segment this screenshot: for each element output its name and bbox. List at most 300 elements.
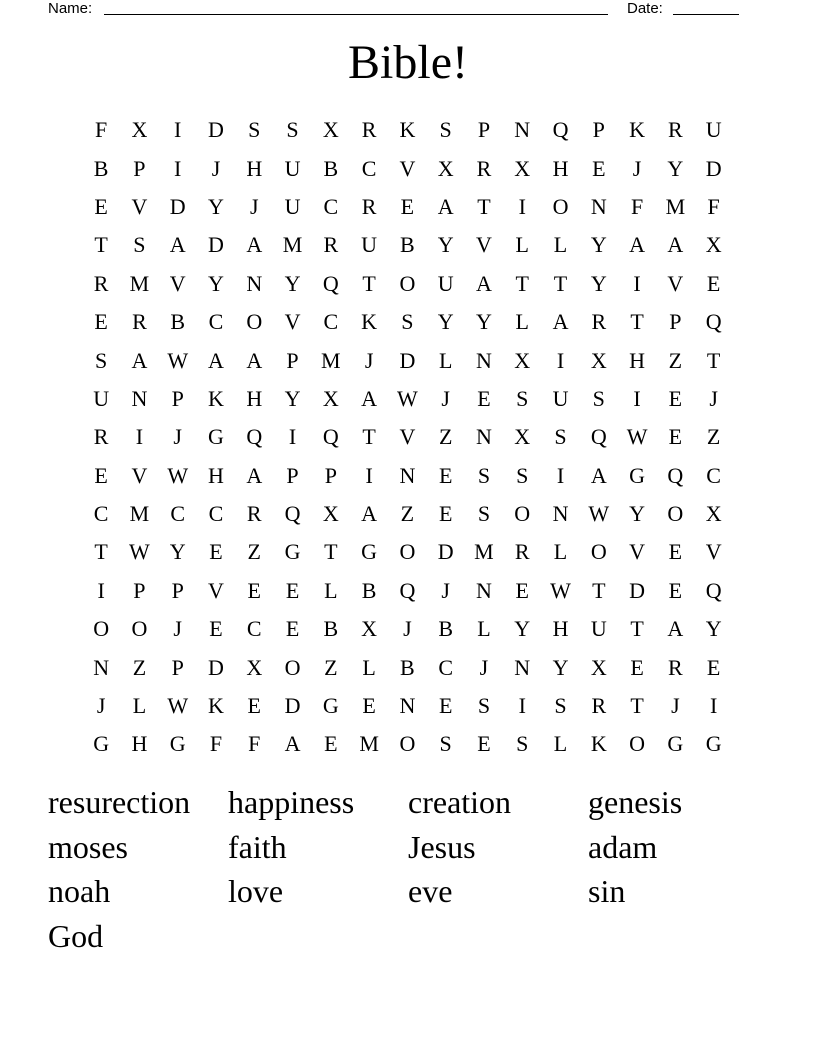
grid-letter[interactable]: Q: [552, 117, 569, 143]
grid-letter[interactable]: D: [437, 539, 454, 565]
grid-letter[interactable]: L: [477, 616, 491, 642]
word-bank-item: adam: [588, 828, 658, 865]
grid-letter[interactable]: R: [323, 232, 339, 258]
grid-letter[interactable]: B: [323, 155, 339, 181]
grid-letter[interactable]: I: [556, 462, 565, 488]
grid-letter[interactable]: I: [288, 424, 297, 450]
grid-letter[interactable]: J: [173, 424, 182, 450]
grid-letter[interactable]: I: [97, 577, 105, 603]
grid-letter[interactable]: G: [93, 731, 110, 757]
grid-letter[interactable]: B: [438, 616, 454, 642]
grid-letter[interactable]: X: [514, 347, 531, 373]
grid-letter[interactable]: W: [626, 424, 648, 450]
grid-letter[interactable]: Q: [705, 309, 722, 335]
grid-letter[interactable]: I: [556, 347, 565, 373]
grid-letter[interactable]: T: [515, 270, 529, 296]
grid-letter[interactable]: P: [133, 155, 146, 181]
grid-letter[interactable]: Q: [590, 424, 607, 450]
grid-letter[interactable]: E: [477, 731, 491, 757]
grid-letter[interactable]: L: [515, 232, 529, 258]
grid-letter[interactable]: R: [246, 501, 262, 527]
grid-letter[interactable]: S: [516, 731, 529, 757]
grid-letter[interactable]: W: [397, 385, 418, 411]
grid-letter[interactable]: S: [554, 693, 567, 719]
grid-letter[interactable]: E: [438, 693, 453, 719]
grid-letter[interactable]: N: [590, 193, 607, 219]
grid-letter[interactable]: X: [322, 117, 339, 143]
grid-letter[interactable]: L: [515, 309, 529, 335]
grid-letter[interactable]: R: [668, 117, 683, 143]
grid-letter[interactable]: X: [246, 654, 263, 680]
grid-letter[interactable]: S: [439, 117, 452, 143]
grid-letter[interactable]: Y: [514, 616, 531, 642]
grid-letter[interactable]: X: [437, 155, 454, 181]
grid-letter[interactable]: E: [362, 693, 376, 719]
grid-letter[interactable]: M: [474, 539, 494, 565]
grid-letter[interactable]: N: [476, 347, 492, 373]
grid-letter[interactable]: A: [667, 616, 684, 642]
grid-letter[interactable]: Y: [284, 270, 301, 296]
grid-letter[interactable]: P: [592, 117, 605, 143]
grid-letter[interactable]: S: [477, 693, 491, 719]
grid-letter[interactable]: N: [93, 654, 110, 680]
grid-letter[interactable]: K: [208, 385, 224, 411]
date-blank-line[interactable]: [673, 14, 739, 15]
grid-letter[interactable]: E: [668, 424, 683, 450]
grid-letter[interactable]: F: [707, 193, 720, 219]
grid-letter[interactable]: Y: [437, 232, 454, 258]
grid-letter[interactable]: P: [286, 347, 299, 373]
grid-letter[interactable]: S: [401, 309, 414, 335]
grid-letter[interactable]: N: [476, 577, 492, 603]
grid-letter[interactable]: O: [667, 501, 684, 527]
grid-letter[interactable]: F: [248, 731, 261, 757]
grid-letter[interactable]: A: [476, 270, 492, 296]
grid-letter[interactable]: O: [246, 309, 263, 335]
grid-letter[interactable]: I: [174, 155, 182, 181]
grid-letter[interactable]: D: [399, 347, 416, 373]
grid-letter[interactable]: A: [284, 731, 301, 757]
grid-letter[interactable]: J: [632, 155, 642, 181]
grid-letter[interactable]: Y: [667, 155, 684, 181]
grid-letter[interactable]: G: [322, 693, 339, 719]
grid-letter[interactable]: Z: [706, 424, 721, 450]
grid-letter[interactable]: A: [208, 347, 224, 373]
grid-letter[interactable]: Y: [284, 385, 301, 411]
grid-letter[interactable]: B: [170, 309, 186, 335]
grid-letter[interactable]: L: [362, 654, 376, 680]
grid-letter[interactable]: A: [361, 385, 378, 411]
grid-letter[interactable]: Y: [208, 270, 224, 296]
grid-letter[interactable]: S: [516, 462, 529, 488]
grid-letter[interactable]: M: [129, 270, 150, 296]
grid-letter[interactable]: E: [285, 616, 300, 642]
grid-letter[interactable]: E: [209, 539, 223, 565]
name-date-line: [48, 0, 748, 20]
grid-letter[interactable]: D: [208, 232, 224, 258]
grid-letter[interactable]: T: [324, 539, 338, 565]
grid-letter[interactable]: R: [591, 309, 607, 335]
grid-letter[interactable]: O: [93, 616, 110, 642]
grid-letter[interactable]: E: [438, 501, 453, 527]
grid-letter[interactable]: X: [705, 232, 722, 258]
grid-letter[interactable]: C: [361, 155, 377, 181]
grid-letter[interactable]: J: [211, 155, 221, 181]
grid-letter[interactable]: T: [94, 539, 108, 565]
grid-letter[interactable]: P: [669, 309, 682, 335]
grid-letter[interactable]: B: [400, 654, 415, 680]
grid-letter[interactable]: F: [630, 193, 644, 219]
grid-letter[interactable]: D: [169, 193, 186, 219]
grid-letter[interactable]: G: [169, 731, 186, 757]
grid-letter[interactable]: O: [514, 501, 531, 527]
grid-letter[interactable]: B: [361, 577, 377, 603]
grid-letter[interactable]: J: [479, 654, 489, 680]
grid-letter[interactable]: P: [171, 385, 184, 411]
grid-letter[interactable]: R: [476, 155, 492, 181]
grid-letter[interactable]: G: [667, 731, 684, 757]
grid-letter[interactable]: V: [705, 539, 722, 565]
grid-letter[interactable]: Z: [247, 539, 261, 565]
grid-letter[interactable]: E: [324, 731, 338, 757]
grid-letter[interactable]: J: [364, 347, 374, 373]
grid-letter[interactable]: V: [399, 155, 416, 181]
grid-letter[interactable]: E: [592, 155, 606, 181]
grid-letter[interactable]: J: [403, 616, 412, 642]
grid-letter[interactable]: Q: [322, 424, 339, 450]
grid-letter[interactable]: N: [246, 270, 263, 296]
grid-letter[interactable]: I: [633, 385, 641, 411]
grid-letter[interactable]: A: [437, 193, 454, 219]
grid-letter[interactable]: O: [284, 654, 301, 680]
grid-letter[interactable]: K: [208, 693, 224, 719]
grid-letter[interactable]: J: [96, 693, 106, 719]
grid-letter[interactable]: E: [630, 654, 644, 680]
grid-letter[interactable]: T: [630, 693, 644, 719]
grid-letter[interactable]: J: [709, 385, 718, 411]
grid-letter[interactable]: G: [208, 424, 224, 450]
grid-letter[interactable]: C: [208, 501, 224, 527]
grid-letter[interactable]: A: [361, 501, 378, 527]
grid-letter[interactable]: O: [399, 270, 416, 296]
grid-letter[interactable]: N: [399, 693, 416, 719]
grid-letter[interactable]: O: [552, 193, 569, 219]
grid-letter[interactable]: Y: [169, 539, 186, 565]
grid-letter[interactable]: D: [284, 693, 301, 719]
grid-letter[interactable]: Z: [324, 654, 338, 680]
grid-letter[interactable]: K: [361, 309, 378, 335]
grid-letter[interactable]: A: [667, 232, 684, 258]
grid-letter[interactable]: C: [93, 501, 109, 527]
grid-letter[interactable]: U: [361, 232, 378, 258]
grid-letter[interactable]: A: [246, 232, 263, 258]
grid-letter[interactable]: X: [590, 654, 607, 680]
grid-letter[interactable]: C: [706, 462, 721, 488]
grid-letter[interactable]: W: [129, 539, 150, 565]
grid-letter[interactable]: P: [286, 462, 299, 488]
grid-letter[interactable]: G: [284, 539, 301, 565]
grid-letter[interactable]: X: [514, 424, 531, 450]
name-blank-line[interactable]: [104, 14, 608, 15]
grid-letter[interactable]: E: [668, 539, 683, 565]
grid-letter[interactable]: Y: [437, 309, 454, 335]
grid-letter[interactable]: I: [518, 693, 526, 719]
grid-letter[interactable]: A: [590, 462, 607, 488]
grid-letter[interactable]: E: [400, 193, 415, 219]
grid-letter[interactable]: A: [629, 232, 646, 258]
grid-letter[interactable]: G: [705, 731, 722, 757]
grid-letter[interactable]: R: [668, 654, 683, 680]
grid-letter[interactable]: E: [515, 577, 529, 603]
grid-letter[interactable]: V: [169, 270, 186, 296]
grid-letter[interactable]: T: [362, 270, 376, 296]
grid-letter[interactable]: N: [552, 501, 569, 527]
grid-letter[interactable]: N: [131, 385, 148, 411]
grid-letter[interactable]: R: [514, 539, 530, 565]
grid-letter[interactable]: J: [671, 693, 680, 719]
grid-letter[interactable]: S: [248, 117, 261, 143]
grid-letter[interactable]: L: [438, 347, 453, 373]
grid-letter[interactable]: X: [361, 616, 378, 642]
grid-letter[interactable]: G: [629, 462, 646, 488]
grid-letter[interactable]: L: [553, 731, 568, 757]
grid-row: [82, 226, 733, 264]
grid-letter[interactable]: N: [476, 424, 492, 450]
grid-letter[interactable]: I: [135, 424, 144, 450]
grid-letter[interactable]: V: [284, 309, 301, 335]
grid-letter[interactable]: K: [399, 117, 416, 143]
grid-letter[interactable]: S: [516, 385, 529, 411]
grid-row: [82, 687, 733, 725]
grid-letter[interactable]: C: [170, 501, 186, 527]
grid-letter[interactable]: P: [133, 577, 146, 603]
grid-letter[interactable]: E: [668, 577, 683, 603]
grid-letter[interactable]: Q: [246, 424, 263, 450]
grid-letter[interactable]: T: [592, 577, 606, 603]
grid-letter[interactable]: H: [629, 347, 646, 373]
grid-letter[interactable]: W: [588, 501, 610, 527]
grid-letter[interactable]: E: [247, 693, 261, 719]
grid-letter[interactable]: X: [514, 155, 531, 181]
grid-letter[interactable]: V: [131, 462, 148, 488]
grid-letter[interactable]: S: [592, 385, 605, 411]
grid-letter[interactable]: P: [171, 577, 184, 603]
grid-letter[interactable]: Q: [322, 270, 339, 296]
grid-letter[interactable]: H: [131, 731, 148, 757]
grid-letter[interactable]: S: [477, 462, 491, 488]
grid-letter[interactable]: H: [552, 616, 569, 642]
grid-letter[interactable]: Q: [284, 501, 301, 527]
grid-letter[interactable]: E: [94, 193, 108, 219]
grid-letter[interactable]: L: [324, 577, 338, 603]
grid-letter[interactable]: L: [553, 232, 568, 258]
grid-row: [82, 648, 733, 686]
grid-letter[interactable]: T: [477, 193, 491, 219]
grid-letter[interactable]: Y: [705, 616, 722, 642]
grid-letter[interactable]: M: [321, 347, 341, 373]
grid-letter[interactable]: Q: [705, 577, 722, 603]
grid-letter[interactable]: W: [167, 462, 189, 488]
grid-letter[interactable]: Y: [208, 193, 224, 219]
grid-letter[interactable]: W: [550, 577, 571, 603]
grid-letter[interactable]: C: [323, 309, 339, 335]
grid-letter[interactable]: O: [131, 616, 148, 642]
grid-letter[interactable]: A: [169, 232, 186, 258]
grid-letter[interactable]: R: [93, 270, 109, 296]
grid-letter[interactable]: N: [514, 654, 531, 680]
grid-letter[interactable]: Y: [590, 270, 607, 296]
grid-letter[interactable]: R: [361, 117, 377, 143]
grid-letter[interactable]: R: [93, 424, 109, 450]
grid-letter[interactable]: V: [629, 539, 646, 565]
grid-letter[interactable]: V: [476, 232, 492, 258]
grid-letter[interactable]: V: [667, 270, 684, 296]
grid-letter[interactable]: F: [95, 117, 108, 143]
grid-letter[interactable]: T: [706, 347, 721, 373]
grid-letter[interactable]: T: [553, 270, 568, 296]
grid-letter[interactable]: E: [285, 577, 300, 603]
grid-letter[interactable]: X: [705, 501, 722, 527]
grid-letter[interactable]: Q: [399, 577, 416, 603]
grid-letter[interactable]: U: [437, 270, 454, 296]
grid-letter[interactable]: E: [247, 577, 261, 603]
grid-letter[interactable]: T: [630, 616, 644, 642]
grid-letter[interactable]: D: [705, 155, 722, 181]
grid-letter[interactable]: A: [246, 462, 263, 488]
grid-letter[interactable]: E: [668, 385, 683, 411]
grid-letter[interactable]: S: [286, 117, 299, 143]
grid-letter[interactable]: C: [438, 654, 454, 680]
grid-letter[interactable]: O: [629, 731, 646, 757]
grid-letter[interactable]: O: [399, 539, 416, 565]
grid-letter[interactable]: F: [209, 731, 223, 757]
grid-letter[interactable]: Y: [476, 309, 492, 335]
grid-letter[interactable]: M: [282, 232, 303, 258]
grid-letter[interactable]: Y: [590, 232, 607, 258]
grid-letter[interactable]: I: [709, 693, 718, 719]
grid-letter[interactable]: N: [514, 117, 531, 143]
grid-letter[interactable]: P: [324, 462, 337, 488]
grid-letter[interactable]: J: [441, 577, 450, 603]
grid-letter[interactable]: H: [208, 462, 224, 488]
grid-letter[interactable]: O: [399, 731, 416, 757]
grid-letter[interactable]: C: [208, 309, 224, 335]
grid-letter[interactable]: U: [705, 117, 722, 143]
grid-letter[interactable]: B: [93, 155, 109, 181]
grid-letter[interactable]: Z: [438, 424, 453, 450]
word-bank-item: Jesus: [408, 828, 476, 865]
grid-letter[interactable]: Z: [400, 501, 415, 527]
grid-letter[interactable]: E: [94, 462, 108, 488]
grid-letter[interactable]: W: [167, 347, 189, 373]
grid-letter[interactable]: U: [284, 155, 301, 181]
grid-letter[interactable]: A: [552, 309, 569, 335]
grid-letter[interactable]: X: [131, 117, 148, 143]
grid-letter[interactable]: U: [552, 385, 569, 411]
grid-letter[interactable]: R: [591, 693, 607, 719]
grid-letter[interactable]: W: [167, 693, 189, 719]
grid-letter[interactable]: V: [399, 424, 416, 450]
grid-letter[interactable]: T: [94, 232, 108, 258]
grid-letter[interactable]: U: [590, 616, 607, 642]
word-bank-item: eve: [408, 873, 453, 909]
grid-letter[interactable]: K: [629, 117, 646, 143]
grid-letter[interactable]: A: [246, 347, 263, 373]
grid-letter[interactable]: E: [94, 309, 108, 335]
grid-letter[interactable]: L: [553, 539, 568, 565]
grid-letter[interactable]: K: [590, 731, 607, 757]
grid-letter[interactable]: B: [400, 232, 415, 258]
grid-letter[interactable]: J: [441, 385, 450, 411]
grid-letter[interactable]: L: [132, 693, 147, 719]
grid-letter[interactable]: C: [246, 616, 262, 642]
grid-letter[interactable]: U: [93, 385, 110, 411]
grid-letter[interactable]: R: [132, 309, 147, 335]
grid-letter[interactable]: M: [129, 501, 150, 527]
grid-letter[interactable]: S: [439, 731, 452, 757]
grid-letter[interactable]: P: [477, 117, 491, 143]
grid-letter[interactable]: S: [95, 347, 108, 373]
grid-letter[interactable]: E: [438, 462, 453, 488]
grid-letter[interactable]: P: [171, 654, 184, 680]
grid-letter[interactable]: R: [361, 193, 377, 219]
grid-letter[interactable]: Z: [668, 347, 683, 373]
grid-row: [82, 149, 733, 187]
grid-letter[interactable]: T: [630, 309, 644, 335]
grid-letter[interactable]: M: [359, 731, 379, 757]
grid-letter[interactable]: N: [399, 462, 416, 488]
grid-letter[interactable]: M: [665, 193, 686, 219]
grid-letter[interactable]: Y: [629, 501, 646, 527]
grid-letter[interactable]: J: [249, 193, 259, 219]
grid-letter[interactable]: Y: [552, 654, 569, 680]
grid-letter[interactable]: E: [209, 616, 223, 642]
grid-letter[interactable]: I: [633, 270, 641, 296]
grid-letter[interactable]: V: [208, 577, 224, 603]
grid-letter[interactable]: V: [131, 193, 148, 219]
grid-letter[interactable]: D: [629, 577, 646, 603]
grid-letter[interactable]: H: [552, 155, 569, 181]
grid-letter[interactable]: D: [208, 117, 224, 143]
grid-letter[interactable]: S: [554, 424, 567, 450]
grid-letter[interactable]: H: [246, 385, 263, 411]
grid-letter[interactable]: C: [323, 193, 339, 219]
grid-letter[interactable]: S: [477, 501, 491, 527]
grid-letter[interactable]: D: [208, 654, 224, 680]
grid-letter[interactable]: G: [361, 539, 378, 565]
grid-letter[interactable]: X: [322, 385, 339, 411]
grid-letter[interactable]: X: [590, 347, 607, 373]
grid-letter[interactable]: E: [477, 385, 491, 411]
grid-letter[interactable]: Q: [667, 462, 684, 488]
grid-letter[interactable]: H: [246, 155, 263, 181]
grid-letter[interactable]: A: [131, 347, 148, 373]
grid-letter[interactable]: E: [706, 270, 721, 296]
grid-letter[interactable]: I: [365, 462, 373, 488]
grid-letter[interactable]: T: [362, 424, 376, 450]
grid-letter[interactable]: O: [590, 539, 607, 565]
name-label: Name:: [48, 0, 93, 17]
grid-letter[interactable]: I: [518, 193, 526, 219]
grid-letter[interactable]: B: [323, 616, 339, 642]
grid-letter[interactable]: I: [174, 117, 182, 143]
grid-letter[interactable]: U: [284, 193, 301, 219]
grid-letter[interactable]: S: [133, 232, 146, 258]
grid-letter[interactable]: X: [322, 501, 339, 527]
grid-letter[interactable]: Z: [132, 654, 147, 680]
grid-letter[interactable]: E: [706, 654, 721, 680]
grid-letter[interactable]: J: [173, 616, 182, 642]
